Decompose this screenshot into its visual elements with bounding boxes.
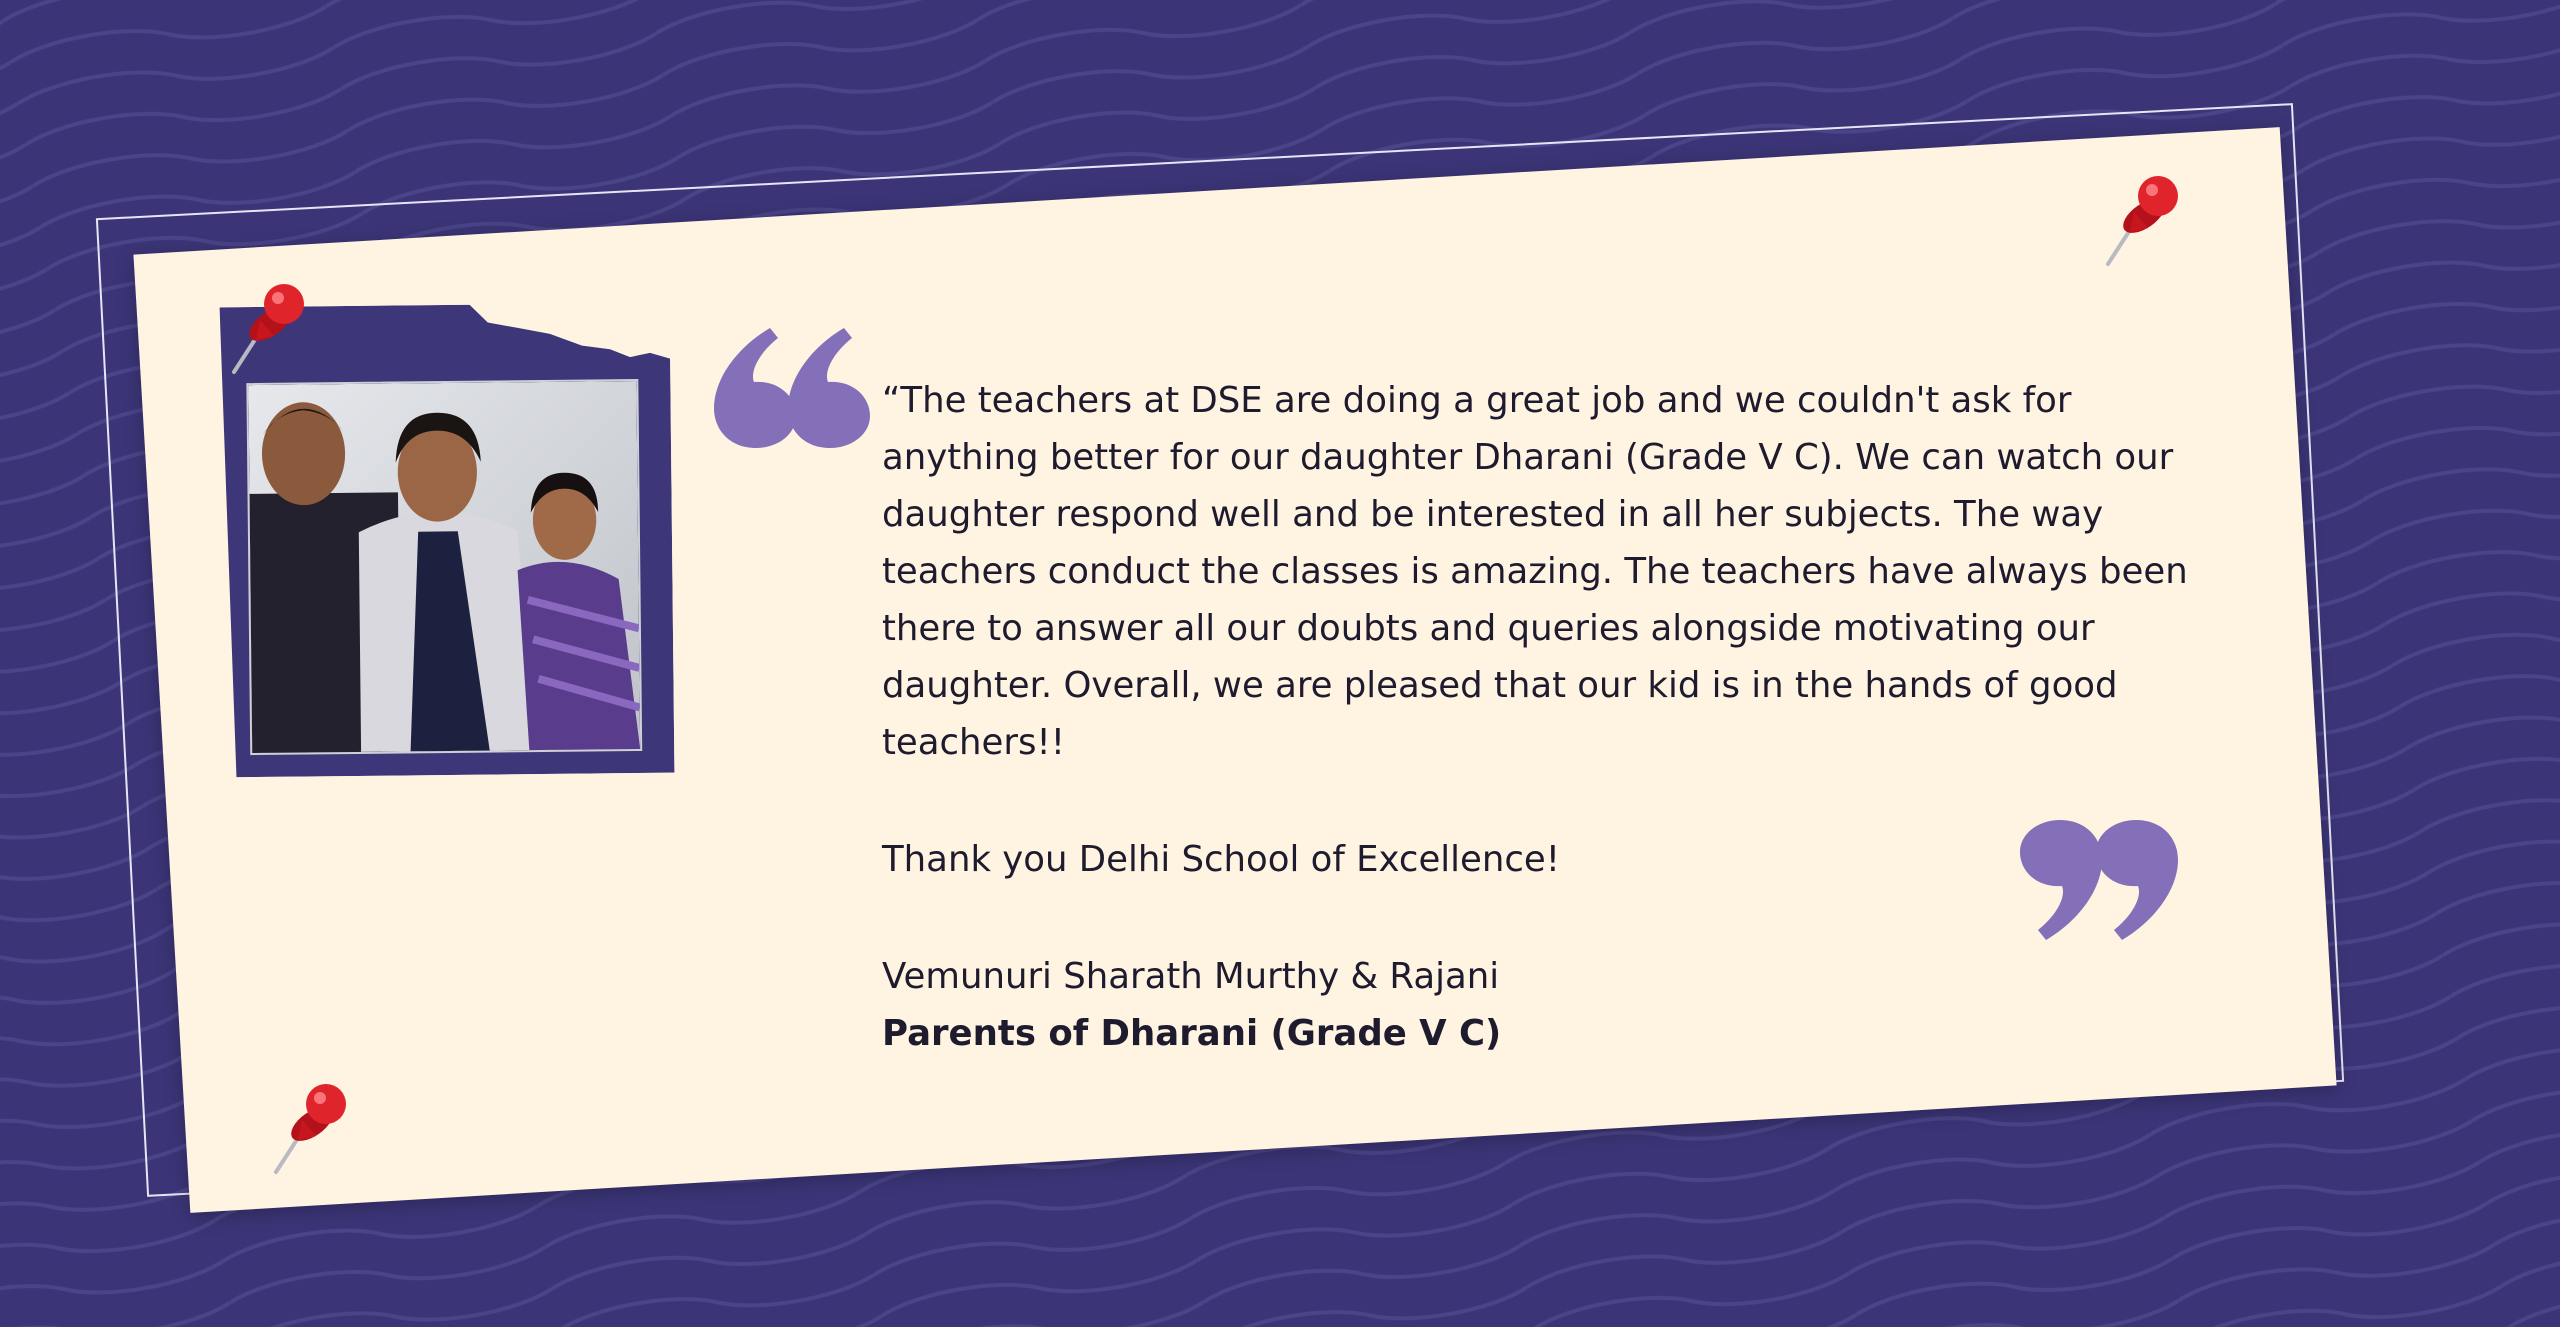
thank-you-line: Thank you Delhi School of Excellence!	[882, 839, 1560, 880]
pushpin-icon	[226, 280, 316, 380]
testimonial-text	[882, 372, 2202, 1062]
testimonial-author: Vemunuri Sharath Murthy & Rajani	[882, 956, 1500, 997]
open-quote-icon	[712, 320, 872, 450]
family-photo	[246, 379, 642, 755]
testimonial-quote: “The teachers at DSE are doing a great job and we couldn't ask for anything better for our daughter Dharani (Grade V C). We can watch our daughter respond well and be interested in all her subjects. The way teachers conduct the classes is amazing. The teachers have always been there to answer all our doubts and queries alongside motivating our daughter. Overall, we are pleased that our kid is in the hands of good teachers!!	[882, 380, 2188, 763]
pushpin-icon	[268, 1080, 358, 1180]
author-relation: Parents of Dharani (Grade V C)	[882, 1013, 1502, 1054]
pushpin-icon	[2100, 172, 2190, 272]
